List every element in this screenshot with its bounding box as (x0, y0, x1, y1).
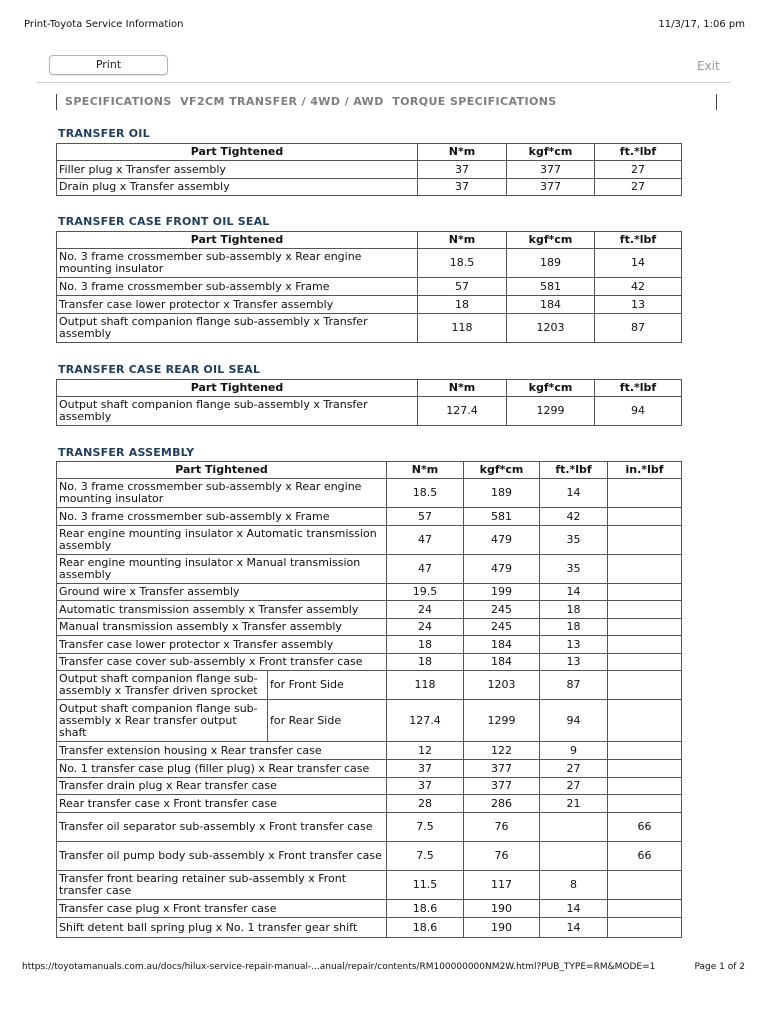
ft-cell: 87 (540, 671, 608, 700)
nm-cell: 57 (418, 278, 507, 296)
table-row (57, 555, 682, 584)
table-row (57, 479, 682, 508)
in-cell (608, 918, 682, 938)
ft-cell: 14 (540, 584, 608, 601)
in-cell (608, 742, 682, 760)
part-cell: No. 3 frame crossmember sub-assembly x Rear engine mounting insulator (57, 479, 387, 508)
ft-cell: 13 (540, 654, 608, 671)
ft-cell: 27 (595, 161, 682, 179)
table-row (57, 778, 682, 795)
header-divider (37, 82, 730, 83)
ft-cell: 94 (540, 700, 608, 742)
nm-cell: 37 (418, 179, 507, 196)
col-header-part: Part Tightened (57, 144, 418, 161)
table-row (57, 161, 682, 179)
kgf-cell: 190 (464, 900, 540, 918)
section-title-rear-oil-seal: TRANSFER CASE REAR OIL SEAL (58, 363, 261, 376)
section-title-transfer-oil: TRANSFER OIL (58, 127, 150, 140)
table-rear-oil-seal (56, 379, 682, 426)
col-header-nm: N*m (418, 380, 507, 397)
ft-cell: 87 (595, 314, 682, 343)
col-header-nm: N*m (418, 232, 507, 249)
nm-cell: 24 (387, 601, 464, 619)
part-cell: No. 3 frame crossmember sub-assembly x Rear engine mounting insulator (57, 249, 418, 278)
part-cell: No. 3 frame crossmember sub-assembly x Frame (57, 508, 387, 526)
ft-cell: 18 (540, 619, 608, 636)
print-header-title: Print-Toyota Service Information (24, 19, 184, 30)
kgf-cell: 184 (464, 636, 540, 654)
exit-link[interactable]: Exit (697, 59, 720, 73)
ft-cell: 35 (540, 526, 608, 555)
table-row (57, 813, 682, 842)
part-cell: Filler plug x Transfer assembly (57, 161, 418, 179)
nm-cell: 18.5 (387, 479, 464, 508)
nm-cell: 18.5 (418, 249, 507, 278)
nm-cell: 18.6 (387, 900, 464, 918)
nm-cell: 7.5 (387, 842, 464, 871)
table-row (57, 397, 682, 426)
in-cell (608, 795, 682, 813)
ft-cell: 13 (540, 636, 608, 654)
ft-cell: 27 (595, 179, 682, 196)
part-cell: Transfer oil separator sub-assembly x Front transfer case (57, 813, 387, 842)
table-header-row (57, 462, 682, 479)
nm-cell: 37 (387, 778, 464, 795)
table-row (57, 179, 682, 196)
table-row (57, 918, 682, 938)
table-row (57, 508, 682, 526)
col-header-part: Part Tightened (57, 232, 418, 249)
nm-cell: 37 (418, 161, 507, 179)
table-transfer-oil (56, 143, 682, 196)
in-cell (608, 479, 682, 508)
spec-title: SPECIFICATIONS VF2CM TRANSFER / 4WD / AWD TORQUE SPECIFICATIONS (56, 94, 717, 110)
ft-cell: 14 (540, 918, 608, 938)
table-row (57, 278, 682, 296)
table-row (57, 671, 682, 700)
col-header-ft: ft.*lbf (595, 380, 682, 397)
table-row (57, 654, 682, 671)
kgf-cell: 581 (464, 508, 540, 526)
print-header-timestamp: 11/3/17, 1:06 pm (658, 19, 745, 30)
section-title-transfer-assembly: TRANSFER ASSEMBLY (58, 446, 195, 459)
nm-cell: 47 (387, 555, 464, 584)
ft-cell: 13 (595, 296, 682, 314)
table-row (57, 601, 682, 619)
side-cell: for Rear Side (268, 700, 387, 742)
side-cell: for Front Side (268, 671, 387, 700)
part-cell: Rear transfer case x Front transfer case (57, 795, 387, 813)
part-cell: Output shaft companion flange sub-assembly x Transfer assembly (57, 314, 418, 343)
in-cell (608, 526, 682, 555)
nm-cell: 57 (387, 508, 464, 526)
table-row (57, 742, 682, 760)
nm-cell: 127.4 (418, 397, 507, 426)
kgf-cell: 76 (464, 813, 540, 842)
col-header-kgf: kgf*cm (507, 232, 595, 249)
ft-cell: 14 (540, 479, 608, 508)
kgf-cell: 479 (464, 555, 540, 584)
in-cell (608, 555, 682, 584)
nm-cell: 18 (387, 654, 464, 671)
table-front-oil-seal (56, 231, 682, 343)
table-header-row (57, 232, 682, 249)
in-cell (608, 619, 682, 636)
kgf-cell: 199 (464, 584, 540, 601)
footer-url: https://toyotamanuals.com.au/docs/hilux-service-repair-manual-...anual/repair/contents/RM100000000NM2W.html?PUB_TYPE=RM&MODE=1 (22, 962, 656, 972)
kgf-cell: 479 (464, 526, 540, 555)
part-cell: Transfer case lower protector x Transfer assembly (57, 296, 418, 314)
kgf-cell: 189 (507, 249, 595, 278)
kgf-cell: 377 (507, 161, 595, 179)
part-cell: Transfer extension housing x Rear transfer case (57, 742, 387, 760)
table-header-row (57, 380, 682, 397)
part-cell: Transfer case plug x Front transfer case (57, 900, 387, 918)
ft-cell: 27 (540, 760, 608, 778)
part-cell: Transfer front bearing retainer sub-assembly x Front transfer case (57, 871, 387, 900)
print-button[interactable]: Print (49, 55, 168, 75)
col-header-ft: ft.*lbf (595, 232, 682, 249)
part-cell: No. 3 frame crossmember sub-assembly x Frame (57, 278, 418, 296)
table-row (57, 636, 682, 654)
nm-cell: 12 (387, 742, 464, 760)
kgf-cell: 286 (464, 795, 540, 813)
nm-cell: 47 (387, 526, 464, 555)
in-cell (608, 584, 682, 601)
assembly-table-body (57, 479, 682, 938)
nm-cell: 37 (387, 760, 464, 778)
part-cell: Transfer oil pump body sub-assembly x Front transfer case (57, 842, 387, 871)
in-cell (608, 654, 682, 671)
table-row (57, 584, 682, 601)
ft-cell: 9 (540, 742, 608, 760)
table-row (57, 795, 682, 813)
part-cell: No. 1 transfer case plug (filler plug) x Rear transfer case (57, 760, 387, 778)
ft-cell: 42 (540, 508, 608, 526)
part-cell: Transfer drain plug x Rear transfer case (57, 778, 387, 795)
col-header-ft: ft.*lbf (595, 144, 682, 161)
ft-cell: 94 (595, 397, 682, 426)
ft-cell: 21 (540, 795, 608, 813)
part-cell: Rear engine mounting insulator x Manual transmission assembly (57, 555, 387, 584)
ft-cell (540, 813, 608, 842)
ft-cell: 14 (595, 249, 682, 278)
part-cell: Ground wire x Transfer assembly (57, 584, 387, 601)
nm-cell: 18.6 (387, 918, 464, 938)
kgf-cell: 190 (464, 918, 540, 938)
col-header-kgf: kgf*cm (507, 380, 595, 397)
table-row (57, 619, 682, 636)
page-cut-edge (56, 944, 682, 946)
ft-cell (540, 842, 608, 871)
nm-cell: 7.5 (387, 813, 464, 842)
in-cell (608, 778, 682, 795)
kgf-cell: 1299 (507, 397, 595, 426)
table-row (57, 760, 682, 778)
kgf-cell: 122 (464, 742, 540, 760)
in-cell (608, 671, 682, 700)
kgf-cell: 377 (464, 778, 540, 795)
part-cell: Drain plug x Transfer assembly (57, 179, 418, 196)
part-cell: Output shaft companion flange sub-assembly x Transfer driven sprocket (57, 671, 268, 700)
kgf-cell: 76 (464, 842, 540, 871)
in-cell: 66 (608, 813, 682, 842)
nm-cell: 118 (387, 671, 464, 700)
part-cell: Rear engine mounting insulator x Automatic transmission assembly (57, 526, 387, 555)
in-cell (608, 601, 682, 619)
nm-cell: 127.4 (387, 700, 464, 742)
col-header-nm: N*m (387, 462, 464, 479)
col-header-ft: ft.*lbf (540, 462, 608, 479)
col-header-nm: N*m (418, 144, 507, 161)
ft-cell: 18 (540, 601, 608, 619)
table-row (57, 296, 682, 314)
kgf-cell: 377 (507, 179, 595, 196)
kgf-cell: 377 (464, 760, 540, 778)
part-cell: Output shaft companion flange sub-assembly x Transfer assembly (57, 397, 418, 426)
part-cell: Transfer case lower protector x Transfer assembly (57, 636, 387, 654)
table-header-row (57, 144, 682, 161)
col-header-kgf: kgf*cm (507, 144, 595, 161)
part-cell: Transfer case cover sub-assembly x Front transfer case (57, 654, 387, 671)
nm-cell: 18 (387, 636, 464, 654)
table-row (57, 249, 682, 278)
ft-cell: 35 (540, 555, 608, 584)
part-cell: Shift detent ball spring plug x No. 1 transfer gear shift (57, 918, 387, 938)
table-row (57, 871, 682, 900)
part-cell: Output shaft companion flange sub-assembly x Rear transfer output shaft (57, 700, 268, 742)
ft-cell: 14 (540, 900, 608, 918)
footer-page-number: Page 1 of 2 (694, 962, 745, 972)
in-cell (608, 871, 682, 900)
table-row (57, 700, 682, 742)
nm-cell: 28 (387, 795, 464, 813)
kgf-cell: 581 (507, 278, 595, 296)
table-row (57, 526, 682, 555)
part-cell: Manual transmission assembly x Transfer assembly (57, 619, 387, 636)
nm-cell: 19.5 (387, 584, 464, 601)
col-header-in: in.*lbf (608, 462, 682, 479)
kgf-cell: 189 (464, 479, 540, 508)
kgf-cell: 117 (464, 871, 540, 900)
nm-cell: 24 (387, 619, 464, 636)
col-header-part: Part Tightened (57, 462, 387, 479)
kgf-cell: 184 (464, 654, 540, 671)
col-header-part: Part Tightened (57, 380, 418, 397)
ft-cell: 8 (540, 871, 608, 900)
part-cell: Automatic transmission assembly x Transfer assembly (57, 601, 387, 619)
kgf-cell: 1299 (464, 700, 540, 742)
section-title-front-oil-seal: TRANSFER CASE FRONT OIL SEAL (58, 215, 270, 228)
nm-cell: 18 (418, 296, 507, 314)
in-cell (608, 636, 682, 654)
in-cell: 66 (608, 842, 682, 871)
kgf-cell: 245 (464, 619, 540, 636)
table-row (57, 314, 682, 343)
col-header-kgf: kgf*cm (464, 462, 540, 479)
kgf-cell: 245 (464, 601, 540, 619)
in-cell (608, 508, 682, 526)
table-row (57, 842, 682, 871)
kgf-cell: 1203 (464, 671, 540, 700)
in-cell (608, 760, 682, 778)
nm-cell: 118 (418, 314, 507, 343)
table-row (57, 900, 682, 918)
in-cell (608, 700, 682, 742)
table-transfer-assembly (56, 461, 682, 938)
ft-cell: 27 (540, 778, 608, 795)
kgf-cell: 184 (507, 296, 595, 314)
kgf-cell: 1203 (507, 314, 595, 343)
nm-cell: 11.5 (387, 871, 464, 900)
ft-cell: 42 (595, 278, 682, 296)
in-cell (608, 900, 682, 918)
